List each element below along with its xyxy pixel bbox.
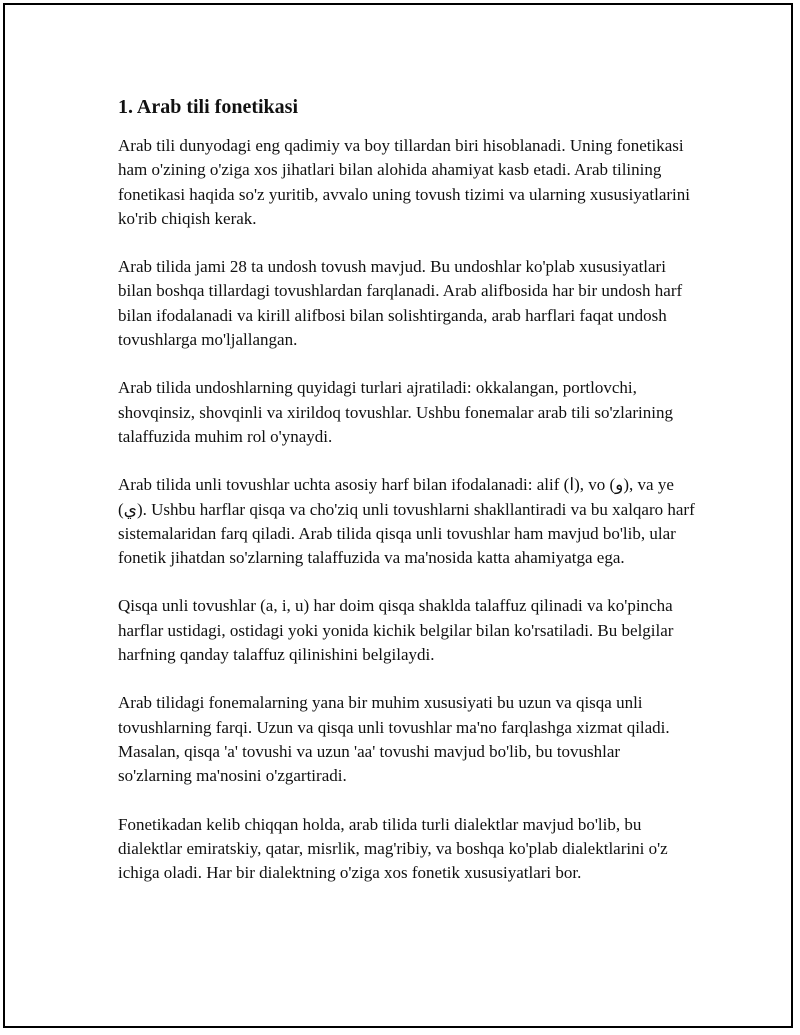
paragraph: Arab tilidagi fonemalarning yana bir muhim xususiyati bu uzun va qisqa unli tovushlarning farqi. Uzun va qisqa unli tovushlar ma'no farqlashga xizmat qiladi. Masalan, qisqa 'a' tovushi va uzun 'aa' tovushi mavjud bo'lib, bu tovushlar so'zlarning ma'nosini o'zgartiradi. [118,693,670,786]
paragraph: Arab tilida unli tovushlar uchta asosiy harf bilan ifodalanadi: alif (ا), vo (و), va ye (ي). Ushbu harflar qisqa va cho'ziq unli tovushlarni shakllantiradi va bu xalqaro harf sistemalaridan farq qiladi. Arab tilida qisqa unli tovushlar ham mavjud bo'lib, ular fonetik jihatdan so'zlarning talaffuzida va ma'nosida katta ahamiyatga ega. [118,475,695,568]
paragraph: Arab tilida undoshlarning quyidagi turlari ajratiladi: okkalangan, portlovchi, shovqinsiz, shovqinli va xirildoq tovushlar. Ushbu fonemalar arab tili so'zlarining talaffuzida muhim rol o'ynaydi. [118,378,674,446]
document-title: 1. Arab tili fonetikasi [118,96,299,118]
paragraph: Arab tili dunyodagi eng qadimiy va boy tillardan biri hisoblanadi. Uning fonetikasi ham o'zining o'ziga xos jihatlari bilan alohida ahamiyat kasb etadi. Arab tilining fonetikasi haqida so'z yuritib, avvalo uning tovush tizimi va ularning xususiyatlarini ko'rib chiqish kerak. [118,136,690,228]
document-body [118,94,698,909]
paragraph: Arab tilida jami 28 ta undosh tovush mavjud. Bu undoshlar ko'plab xususiyatlari bilan boshqa tillardagi tovushlardan farqlanadi. Arab alifbosida har bir undosh harf bilan ifodalanadi va kirill alifbosi bilan solishtirganda, arab harflari faqat undosh tovushlarga mo'ljallangan. [118,257,683,350]
paragraph: Qisqa unli tovushlar (a, i, u) har doim qisqa shaklda talaffuz qilinadi va ko'pincha harflar ustidagi, ostidagi yoki yonida kichik belgilar bilan ko'rsatiladi. Bu belgilar harfning qanday talaffuz qilinishini belgilaydi. [118,596,674,665]
paragraph: Fonetikadan kelib chiqqan holda, arab tilida turli dialektlar mavjud bo'lib, bu dialektlar emiratskiy, qatar, misrlik, mag'ribiy, va boshqa ko'plab dialektlarini o'z ichiga oladi. Har bir dialektning o'ziga xos fonetik xususiyatlari bor. [118,814,668,883]
